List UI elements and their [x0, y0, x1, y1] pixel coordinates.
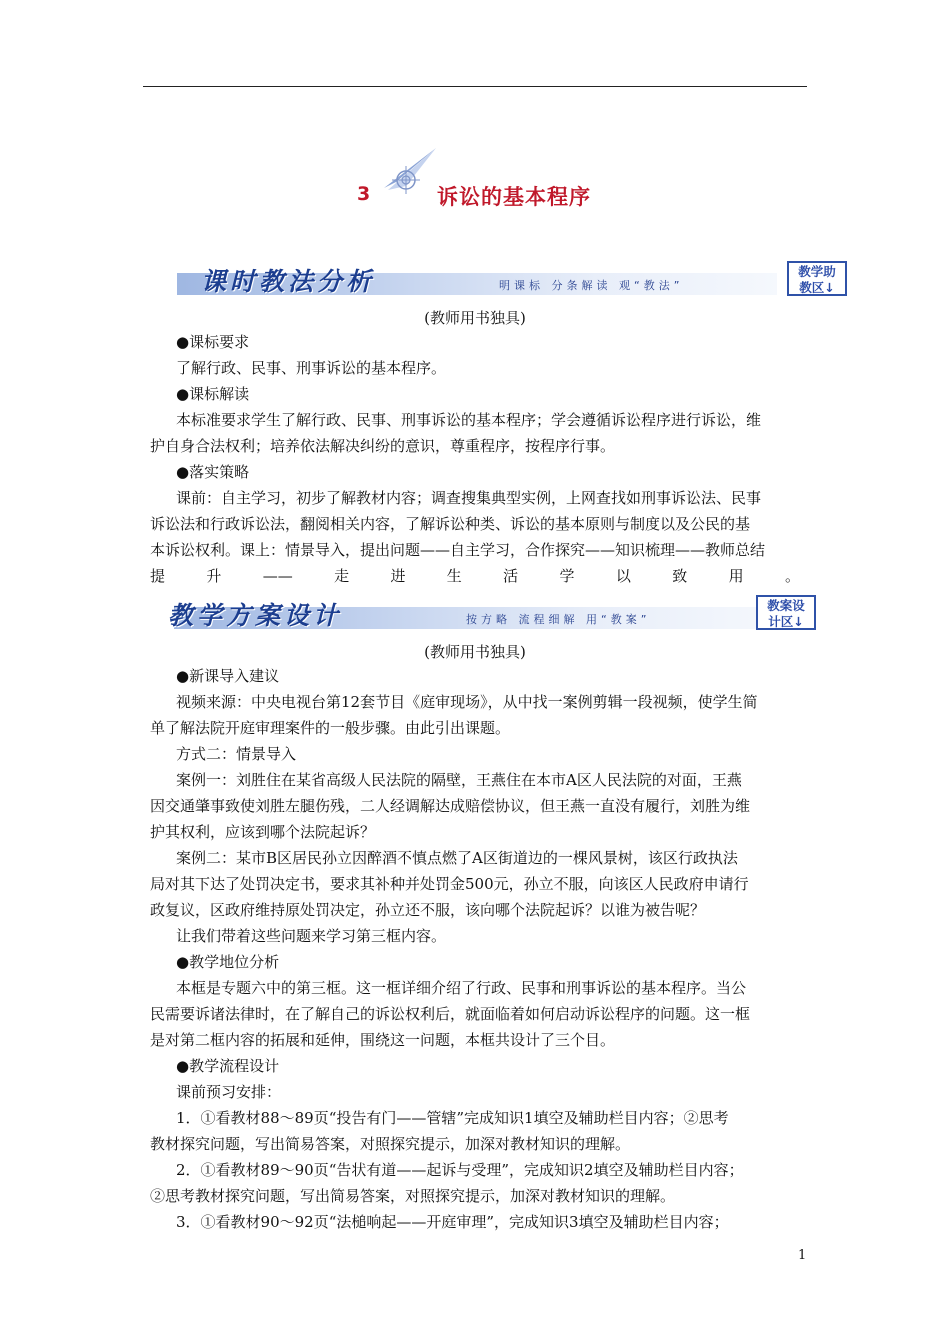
banner-title: 课时教法分析 [201, 267, 376, 296]
list-item: ②思考教材探究问题，写出简易答案，对照探究提示，加深对教材知识的理解。 [150, 1187, 676, 1205]
target-arrow-icon [378, 144, 440, 202]
paragraph: 视频来源：中央电视台第12套节目《庭审现场》，从中找一案例剪辑一段视频，使学生简 [176, 693, 758, 711]
header-rule [143, 86, 807, 87]
paragraph: 单了解法院开庭审理案件的一般步骤。由此引出课题。 [150, 719, 511, 737]
chapter-number: 3 [357, 183, 371, 205]
teaching-aid-badge[interactable] [787, 261, 847, 296]
paragraph: 课前：自主学习，初步了解教材内容；调查搜集典型实例，上网查找如刑事诉讼法、民事 [176, 489, 762, 507]
chapter-title: 诉讼的基本程序 [437, 185, 591, 209]
heading-implementation-strategy: ●落实策略 [176, 463, 250, 481]
heading-curriculum-reading: ●课标解读 [176, 385, 250, 403]
list-item: 教材探究问题，写出简易答案，对照探究提示，加深对教材知识的理解。 [150, 1135, 631, 1153]
paragraph: 提升——走进生活学以致用。 [150, 567, 800, 585]
page-number: 1 [798, 1248, 807, 1263]
list-item: 1．①看教材88～89页“投告有门——管辖”完成知识1填空及辅助栏目内容；②思考 [176, 1109, 729, 1127]
teacher-only-note: (教师用书独具) [424, 643, 526, 661]
list-item: 2．①看教材89～90页“告状有道——起诉与受理”，完成知识2填空及辅助栏目内容； [176, 1161, 744, 1179]
heading-teaching-position: ●教学地位分析 [176, 953, 280, 971]
paragraph: 民需要诉诸法律时，在了解自己的诉讼权利后，就面临着如何启动诉讼程序的问题。这一框 [150, 1005, 751, 1023]
paragraph: 课前预习安排： [176, 1083, 282, 1101]
paragraph: 政复议，区政府维持原处罚决定，孙立还不服，该向哪个法院起诉？以谁为被告呢？ [150, 901, 706, 919]
heading-teaching-flow: ●教学流程设计 [176, 1057, 280, 1075]
lesson-plan-badge[interactable] [756, 595, 816, 630]
paragraph: 是对第二框内容的拓展和延伸，围绕这一问题，本框共设计了三个目。 [150, 1031, 616, 1049]
paragraph: 本框是专题六中的第三框。这一框详细介绍了行政、民事和刑事诉讼的基本程序。当公 [176, 979, 747, 997]
badge-line: 教案设 [767, 598, 805, 613]
heading-curriculum-requirement: ●课标要求 [176, 333, 250, 351]
badge-line: 教区↓ [799, 280, 835, 295]
paragraph: 方式二：情景导入 [176, 745, 297, 763]
teacher-only-note: (教师用书独具) [424, 309, 526, 327]
paragraph: 本诉讼权利。课上：情景导入，提出问题——自主学习，合作探究——知识梳理——教师总结 [150, 541, 766, 559]
paragraph: 因交通肇事致使刘胜左腿伤残，二人经调解达成赔偿协议，但王燕一直没有履行，刘胜为维 [150, 797, 751, 815]
badge-line: 教学助 [798, 264, 836, 279]
paragraph: 护其权利，应该到哪个法院起诉？ [150, 823, 376, 841]
heading-new-lesson-intro: ●新课导入建议 [176, 667, 280, 685]
section-banner-lesson-design [140, 595, 840, 633]
list-item: 3．①看教材90～92页“法槌响起——开庭审理”，完成知识3填空及辅助栏目内容； [176, 1213, 729, 1231]
paragraph: 案例一：刘胜住在某省高级人民法院的隔壁，王燕住在本市A区人民法院的对面，王燕 [176, 771, 742, 789]
banner-subtitle: 明课标 分条解读 观“教法” [499, 279, 684, 292]
paragraph: 案例二：某市B区居民孙立因醉酒不慎点燃了A区街道边的一棵风景树，该区行政执法 [176, 849, 738, 867]
section-banner-teaching-analysis [143, 261, 843, 299]
paragraph: 本标准要求学生了解行政、民事、刑事诉讼的基本程序；学会遵循诉讼程序进行诉讼，维 [176, 411, 762, 429]
banner-title: 教学方案设计 [168, 601, 343, 630]
paragraph: 局对其下达了处罚决定书，要求其补种并处罚金500元，孙立不服，向该区人民政府申请行 [150, 875, 749, 893]
paragraph: 诉讼法和行政诉讼法，翻阅相关内容，了解诉讼种类、诉讼的基本原则与制度以及公民的基 [150, 515, 751, 533]
chapter-heading [0, 140, 950, 220]
paragraph: 让我们带着这些问题来学习第三框内容。 [176, 927, 447, 945]
paragraph: 了解行政、民事、刑事诉讼的基本程序。 [176, 359, 447, 377]
banner-subtitle: 按方略 流程细解 用“教案” [466, 613, 651, 626]
badge-line: 计区↓ [768, 614, 804, 629]
paragraph: 护自身合法权利；培养依法解决纠纷的意识，尊重程序，按程序行事。 [150, 437, 616, 455]
